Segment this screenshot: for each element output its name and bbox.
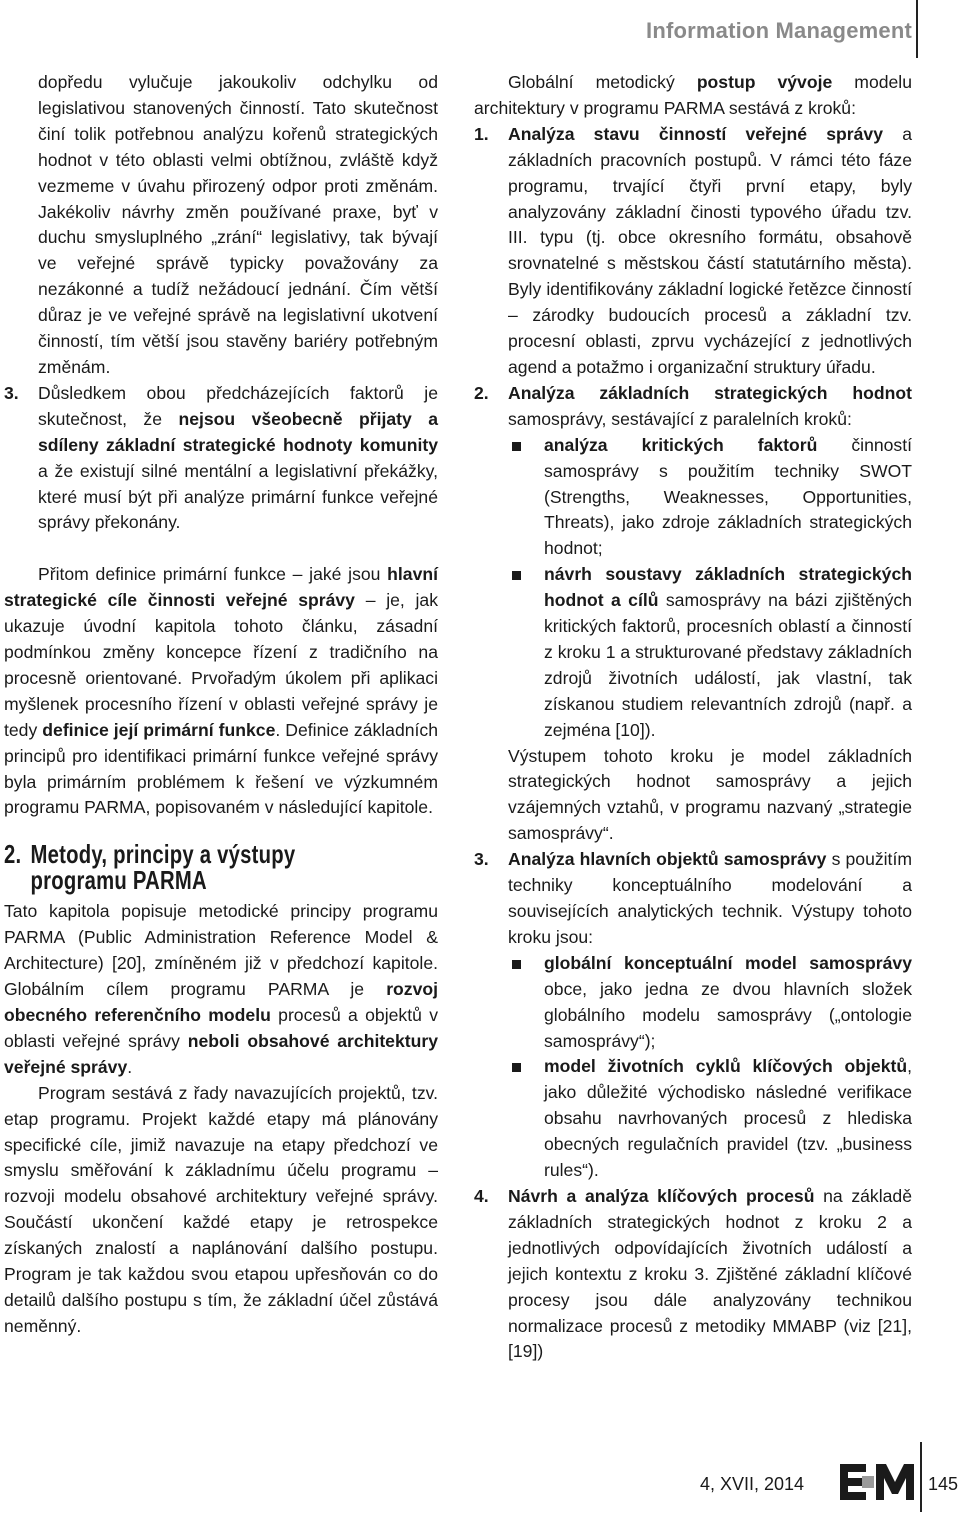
- square-bullet-icon: [512, 1063, 521, 1072]
- square-bullet-icon: [512, 571, 521, 580]
- left-column: [4, 70, 438, 1340]
- list-item-1: 1. Analýza stavu činností veřejné správy a základních pracovních postupů. V rámci této fáze programu, trvající čtyři první etapy, byly analyzovány základní činosti typového úřadu tzv. III. typu (tj. obce okresního formátu, obsahově srovnatelné s městskou částí statutárního města). Byly identifikovány základní logické řetězce činností – zárodky budoucích procesů a základní tzv. procesní oblasti, zprvu vycházející z jednotlivých agend a potažmo i organizační struktury úřadu.: [474, 123, 912, 377]
- paragraph: Výstupem tohoto kroku je model základních strategických hodnot samosprávy a jejich vzájemných vztahů, v programu nazvaný „strategie samosprávy“.: [508, 745, 912, 844]
- section-heading: 2. Metody, principy a výstupy programu PARMA: [4, 839, 296, 896]
- running-header: Information Management: [646, 18, 912, 43]
- bullet-item: analýza kritických faktorů činností samosprávy s použitím techniky SWOT (Strengths, Weaknesses, Opportunities, Threats), jako zdroje základních strategických hodnot;: [474, 433, 912, 563]
- issue-number: 4, XVII, 2014: [700, 1474, 805, 1494]
- paragraph: Tato kapitola popisuje metodické principy programu PARMA (Public Administration Reference Model & Architecture) [20], zmíněném již v předchozí kapitole. Globálním cílem programu PARMA je rozvoj obecného referenčního modelu procesů a objektů v oblasti veřejné správy neboli obsahové architektury veřejné správy.: [4, 901, 438, 1077]
- right-column: [474, 70, 912, 1365]
- em-logo-icon: [840, 1462, 916, 1502]
- paragraph: dopředu vylučuje jakoukoliv odchylku od legislativou stanovených činností. Tato skutečnost činí tolik potřebnou analýzu kořenů strategických hodnot v této oblasti velmi obtížnou, zvláště když vezmeme v úvahu přirozený odpor proti změnám. Jakékoliv návrhy změn používané praxe, byť v duchu smysluplného „zrání“ legislativy, tak bývají ve veřejné správě typicky považovány za nezákonné a tudíž nežádoucí jednání. Čím větší důraz je ve veřejné správě na legislativní ukotvení činností, tím větší jsou stavěny bariéry potřebným změnám.: [38, 72, 438, 377]
- square-bullet-icon: [512, 960, 521, 969]
- paragraph: Přitom definice primární funkce – jaké jsou hlavní strategické cíle činnosti veřejné správy – je, jak ukazuje úvodní kapitola tohoto článku, zásadní podmínkou změny koncepce řízení z tradičního na procesně orientované. Prvořadým úkolem při aplikaci myšlenek procesního řízení v oblasti veřejné správy je tedy definice její primární funkce. Definice základních principů pro identifikaci primární funkce veřejné správy byla primárním problémem k řešení ve výzkumném programu PARMA, popisovaném v následující kapitole.: [4, 564, 439, 818]
- list-item-3: 3. Důsledkem obou předcházejících faktorů je skutečnost, že nejsou všeobecně přijaty a sdíleny základní strategické hodnoty komunity a že existují silné mentální a legislativní překážky, které musí být při analýze primární funkce veřejné správy překonány.: [4, 382, 438, 533]
- square-bullet-icon: [512, 442, 521, 451]
- bullet-item: model životních cyklů klíčových objektů, jako důležité východisko následné verifikace obsahu navrhovaných procesů z hlediska obecných regulačních pravidel (tzv. „business rules“).: [474, 1054, 912, 1184]
- bullet-item: návrh soustavy základních strategických hodnot a cílů samosprávy na bázi zjištěných kritických faktorů, procesních oblastí a činností z kroku 1 a strukturované představy základních zdrojů životních událostí, jak vlastní, tak získanou studiem relevantních zdrojů (např. a zejména [10]).: [474, 562, 912, 743]
- footer-rule: [920, 1442, 922, 1512]
- item-number: 3.: [4, 382, 19, 403]
- paragraph: Globální metodický postup vývoje modelu architektury v programu PARMA sestává z kroků:: [474, 72, 913, 118]
- list-item-3: 3. Analýza hlavních objektů samosprávy s použitím techniky konceptuálního modelování a souvisejících analytických technik. Výstupy tohoto kroku jsou:: [474, 849, 912, 947]
- header-rule: [916, 0, 918, 58]
- page-number: 145: [928, 1474, 959, 1494]
- paragraph: Program sestává z řady navazujících projektů, tzv. etap programu. Projekt každé etapy má plánovány specifické cíle, jimiž navazuje na etapy předchozí ve smyslu směřování k základnímu účelu programu – rozvoji modelu obsahové architektury veřejné správy. Součástí ukončení každé etapy je retrospekce získaných znalostí a naplánování dalšího postupu. Program je tak každou svou etapou upřesňován co do detailů dalšího postupu s tím, že základní účel zůstává neměnný.: [4, 1082, 438, 1336]
- list-item-4: 4. Návrh a analýza klíčových procesů na základě základních strategických hodnot z kroku 2 a jednotlivých odpovídajících životních událostí a jejich kontextu z kroku 3. Zjištěné základní klíčové procesy jsou dále analyzovány technikou normalizace procesů z metodiky MMABP (viz [21], [19]): [474, 1185, 912, 1362]
- bullet-item: globální konceptuální model samosprávy obce, jako jedna ze dvou hlavních složek globálního modelu samosprávy („ontologie samosprávy“);: [474, 951, 912, 1055]
- list-item-2: 2. Analýza základních strategických hodnot samosprávy, sestávající z paralelních kroků:: [474, 382, 912, 429]
